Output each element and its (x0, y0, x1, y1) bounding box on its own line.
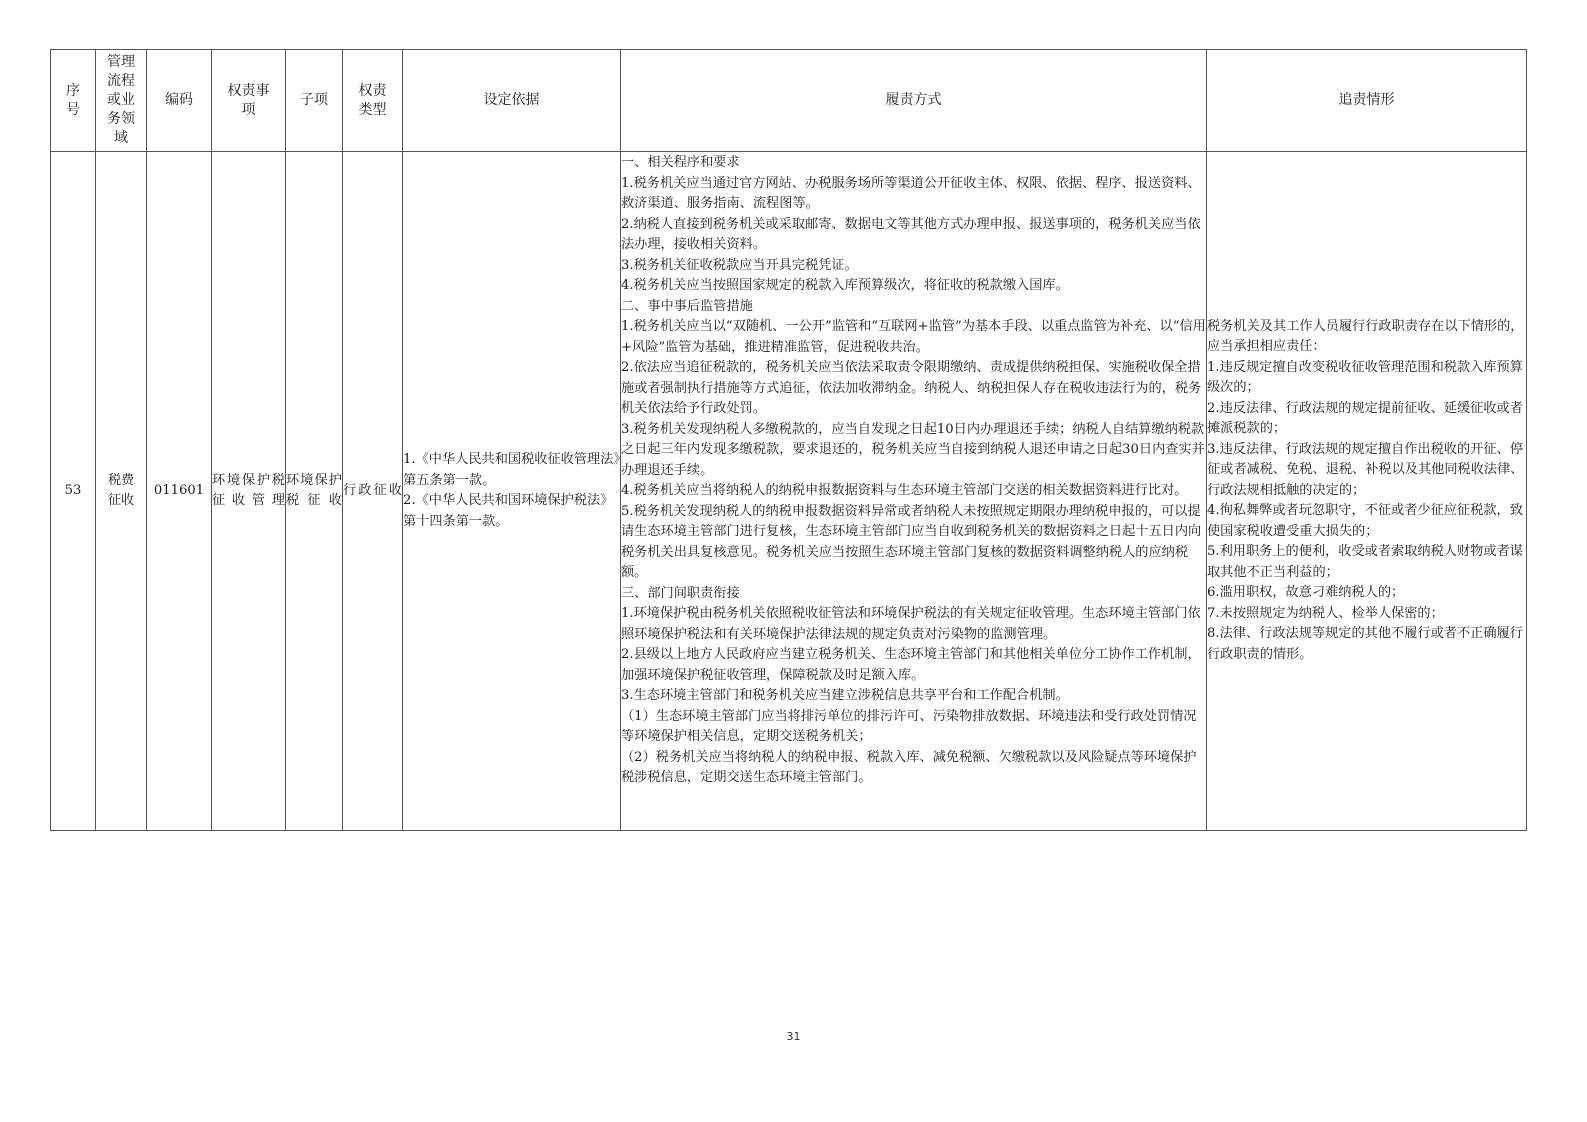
accountability-line: 1.违反规定擅自改变税收征收管理范围和税款入库预算级次的； (1207, 359, 1523, 396)
method-line: 4.税务机关应当按照国家规定的税款入库预算级次，将征收的税款缴入国库。 (621, 278, 1069, 293)
header-basis: 设定依据 (403, 50, 621, 152)
accountability-line: 5.利用职务上的便利，收受或者索取纳税人财物或者谋取其他不正当利益的； (1207, 544, 1523, 580)
method-line: 2.依法应当追征税款的，税务机关应当依法采取责令限期缴纳、责成提供纳税担保、实施税收保全措施或者强制执行措施等方式追征，依法加收滞纳金。纳税人、纳税担保人存在税收违法行为的，税务机关依法给予行政处罚。 (621, 360, 1202, 416)
cell-subitem: 环境保护税征收 (286, 152, 343, 831)
header-item: 权责事项 (212, 50, 286, 152)
header-type: 权责类型 (343, 50, 403, 152)
header-code: 编码 (147, 50, 212, 152)
header-accountability: 追责情形 (1207, 50, 1527, 152)
method-line: 3.税务机关发现纳税人多缴税款的，应当自发现之日起10日内办理退还手续；纳税人自结算缴纳税款之日起三年内发现多缴税款，要求退还的，税务机关应当自接到纳税人退还申请之日起30日内查实并办理退还手续。 (621, 421, 1205, 478)
duty-table (50, 49, 1527, 831)
cell-item: 环境保护税征收管理 (212, 152, 286, 831)
basis-line: 1.《中华人民共和国税收征收管理法》第五条第一款。 (403, 452, 620, 488)
cell-accountability (1207, 152, 1527, 831)
method-line: 4.税务机关应当将纳税人的纳税申报数据资料与生态环境主管部门交送的相关数据资料进行比对。 (621, 483, 1188, 498)
method-line: 3.生态环境主管部门和税务机关应当建立涉税信息共享平台和工作配合机制。 (621, 688, 1069, 703)
accountability-line: 7.未按照规定为纳税人、检举人保密的； (1207, 605, 1444, 621)
accountability-line: 8.法律、行政法规等规定的其他不履行或者不正确履行行政职责的情形。 (1207, 626, 1523, 662)
method-line: （2）税务机关应当将纳税人的纳税申报、税款入库、减免税额、欠缴税款以及风险疑点等环境保护税涉税信息，定期交送生态环境主管部门。 (621, 749, 1197, 785)
table-row (51, 152, 1527, 831)
method-line: 5.税务机关发现纳税人的纳税申报数据资料异常或者纳税人未按照规定期限办理纳税申报的，可以提请生态环境主管部门进行复核，生态环境主管部门应当自收到税务机关的数据资料之日起十五日内向税务机关出具复核意见。税务机关应当按照生态环境主管部门复核的数据资料调整纳税人的应纳税额。 (621, 503, 1202, 580)
method-line: 一、相关程序和要求 (621, 155, 740, 170)
cell-basis (403, 152, 621, 831)
header-domain: 管理流程或业务领域 (96, 50, 147, 152)
accountability-line: 税务机关及其工作人员履行行政职责存在以下情形的，应当承担相应责任： (1207, 318, 1524, 355)
cell-seq: 53 (51, 152, 96, 831)
method-line: 2.纳税人直接到税务机关或采取邮寄、数据电文等其他方式办理申报、报送事项的，税务机关应当依法办理，接收相关资料。 (621, 216, 1201, 252)
method-line: 二、事中事后监管措施 (621, 298, 753, 314)
accountability-line: 4.徇私舞弊或者玩忽职守，不征或者少征应征税款，致使国家税收遭受重大损失的； (1207, 503, 1523, 539)
cell-code: 011601 (147, 152, 212, 831)
accountability-line: 6.滥用职权，故意刁难纳税人的； (1207, 585, 1405, 601)
cell-type: 行政征收 (343, 152, 403, 831)
table-header-row (51, 50, 1527, 152)
basis-line: 2.《中华人民共和国环境保护税法》第十四条第一款。 (403, 493, 614, 529)
accountability-line: 2.违反法律、行政法规的规定提前征收、延缓征收或者摊派税款的； (1207, 400, 1523, 437)
method-line: 三、部门间职责衔接 (621, 585, 740, 601)
header-seq: 序号 (51, 50, 96, 152)
cell-domain: 税费征收 (96, 152, 147, 831)
method-line: 2.县级以上地方人民政府应当建立税务机关、生态环境主管部门和其他相关单位分工协作工作机制，加强环境保护税征收管理，保障税款及时足额入库。 (621, 647, 1201, 683)
cell-method (621, 152, 1207, 831)
method-line: 3.税务机关征收税款应当开具完税凭证。 (621, 257, 858, 273)
header-subitem: 子项 (286, 50, 343, 152)
method-line: 1.税务机关应当通过官方网站、办税服务场所等渠道公开征收主体、权限、依据、程序、报送资料、救济渠道、服务指南、流程图等。 (621, 175, 1201, 211)
method-line: 1.环境保护税由税务机关依照税收征管法和环境保护税法的有关规定征收管理。生态环境主管部门依照环境保护税法和有关环境保护法律法规的规定负责对污染物的监测管理。 (621, 606, 1201, 642)
method-line: （1）生态环境主管部门应当将排污单位的排污许可、污染物排放数据、环境违法和受行政处罚情况等环境保护相关信息，定期交送税务机关； (621, 708, 1197, 744)
accountability-line: 3.违反法律、行政法规的规定擅自作出税收的开征、停征或者减税、免税、退税、补税以及其他同税收法律、行政法规相抵触的决定的； (1207, 441, 1524, 498)
method-line: 1.税务机关应当以“双随机、一公开”监管和“互联网+监管”为基本手段、以重点监管为补充、以“信用+风险”监管为基础，推进精准监管，促进税收共治。 (621, 319, 1206, 355)
page-number: 31 (786, 1030, 801, 1043)
header-method: 履责方式 (621, 50, 1207, 152)
